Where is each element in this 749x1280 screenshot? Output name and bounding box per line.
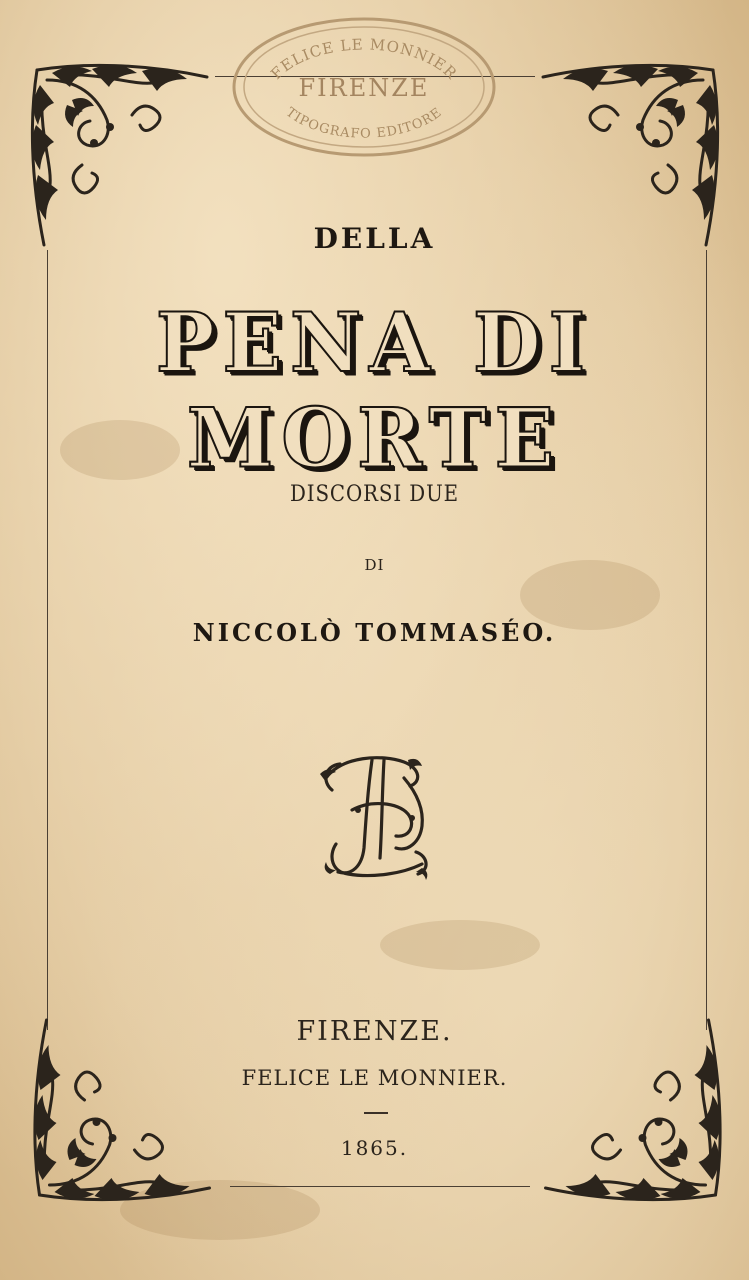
library-stamp-icon — [230, 14, 498, 160]
stamp-center-text: FIRENZE — [298, 74, 430, 102]
svg-text:TIPOGRAFO EDITORE — [283, 105, 445, 142]
imprint-year: 1865. — [340, 1136, 409, 1160]
stamp-bottom-text: TIPOGRAFO EDITORE — [282, 104, 446, 142]
paper-stain — [380, 920, 540, 970]
frame-bottom-line — [230, 1186, 530, 1187]
imprint-publisher: FELICE LE MONNIER. — [241, 1066, 508, 1090]
imprint-divider — [364, 1112, 388, 1114]
title-line-1: DELLA — [313, 222, 436, 255]
subtitle: DISCORSI DUE — [289, 482, 460, 507]
stamp-top-text: FELICE LE MONNIER — [267, 35, 461, 84]
by-line: DI — [364, 556, 385, 574]
publisher-monogram-icon — [312, 748, 440, 888]
title-line-2: PENA DI MORTE — [155, 295, 594, 487]
imprint-city: FIRENZE. — [296, 1016, 453, 1047]
author-name: NICCOLÒ TOMMASÉO. — [192, 618, 557, 647]
